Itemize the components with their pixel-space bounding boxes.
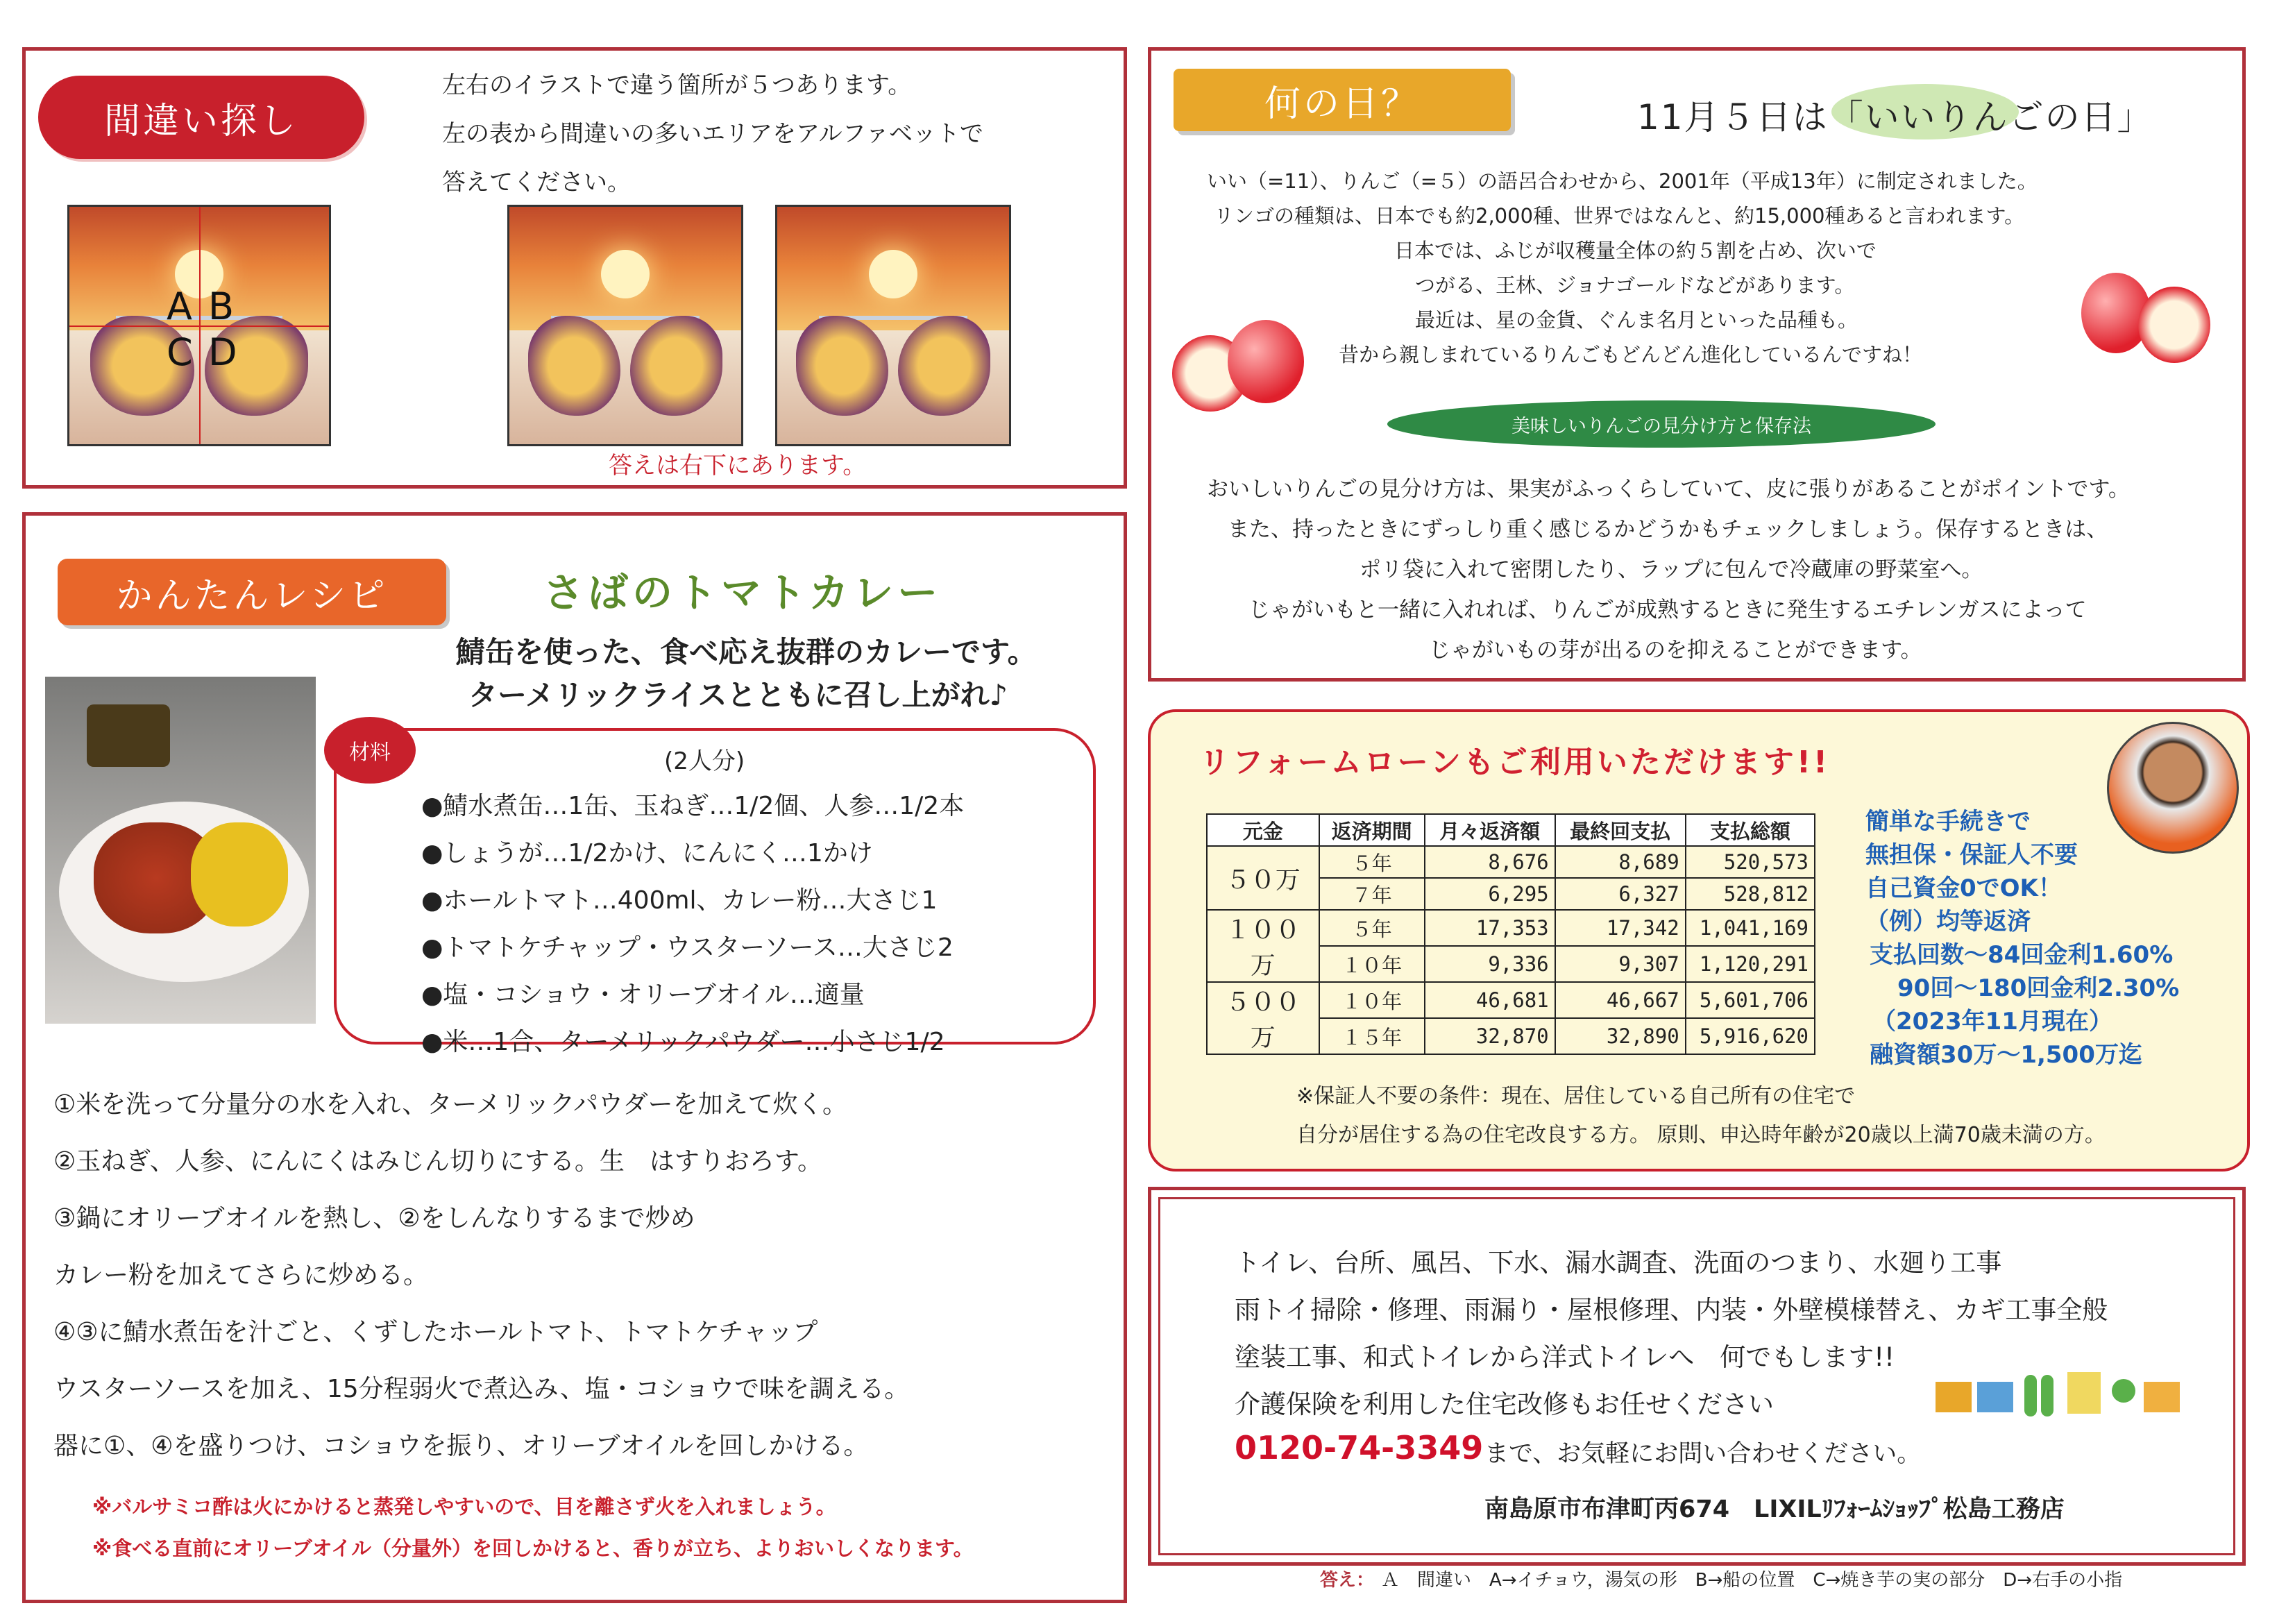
term-cell: １５年	[1319, 1018, 1425, 1054]
principal-cell: １００万	[1207, 910, 1319, 982]
illustration-changed	[775, 205, 1011, 446]
monthly-cell: 32,870	[1425, 1018, 1555, 1054]
recipe-panel	[22, 512, 1127, 1603]
phone-number[interactable]: 0120-74-3349	[1235, 1429, 1484, 1466]
loan-feature-4: （例）均等返済	[1865, 908, 2031, 936]
curry-photo	[45, 677, 316, 1024]
table-row	[1207, 982, 1815, 1018]
answer-hint: 答えは右下にあります。	[609, 452, 867, 480]
total-cell: 528,812	[1686, 878, 1815, 910]
grid-letter-c: C	[167, 330, 193, 374]
apple-body-1: いい（=11）、りんご（=５）の語呂合わせから、2001年（平成13年）に制定されました。	[1207, 169, 2038, 193]
loan-feature-8: 融資額30万～1,500万迄	[1870, 1041, 2142, 1069]
service-line-1: トイレ、台所、風呂、下水、漏水調査、洗面のつまり、水廻り工事	[1235, 1248, 2002, 1278]
step-1: ①米を洗って分量分の水を入れ、ターメリックパウダーを加えて炊く。	[53, 1090, 847, 1119]
apple-tip-3: ポリ袋に入れて密閉したり、ラップに包んで冷蔵庫の野菜室へ。	[1360, 557, 1983, 582]
loan-feature-2: 無担保・保証人不要	[1865, 841, 2078, 869]
final-cell: 9,307	[1555, 946, 1686, 982]
table-row	[1207, 846, 1815, 878]
col-total: 支払総額	[1686, 814, 1815, 846]
loan-feature-7: （2023年11月現在）	[1872, 1008, 2112, 1035]
monthly-cell: 9,336	[1425, 946, 1555, 982]
grid-letter-a: A	[167, 285, 192, 328]
sub-heading-bar: 美味しいりんごの見分け方と保存法	[1387, 400, 1936, 448]
grid-letter-b: B	[208, 285, 235, 328]
final-cell: 8,689	[1555, 846, 1686, 878]
col-principal: 元金	[1207, 814, 1319, 846]
term-cell: １０年	[1319, 946, 1425, 982]
recipe-badge: かんたんレシピ	[58, 559, 446, 625]
ingredients-tag: 材料	[324, 717, 416, 784]
apple-body-2: リンゴの種類は、日本でも約2,000種、世界ではなんと、約15,000種あると言われます。	[1214, 204, 2025, 228]
loan-condition-2: 自分が居住する為の住宅改良する方。 原則、申込時年齢が20歳以上満70歳未満の方。	[1296, 1123, 2106, 1147]
ingredient-5: ●塩・コショウ・オリーブオイル…適量	[421, 981, 865, 1009]
answer-text: Ａ 間違い A→イチョウ，湯気の形 B→船の位置 C→焼き芋の実の部分 D→右手の小指	[1381, 1570, 2123, 1591]
apple-headline: 11月５日は「いいりんごの日」	[1637, 97, 2153, 137]
grid-illustration	[67, 205, 331, 446]
service-line-4: 介護保険を利用した住宅改修もお任せください	[1235, 1389, 1774, 1419]
step-5: 器に①、④を盛りつけ、コショウを振り、オリーブオイルを回しかける。	[53, 1432, 869, 1460]
recipe-subtitle-1: 鯖缶を使った、食べ応え抜群のカレーです。	[456, 635, 1037, 669]
loan-feature-3: 自己資金0でOK！	[1865, 874, 2062, 902]
term-cell: １０年	[1319, 982, 1425, 1018]
apple-tip-2: また、持ったときにずっしり重く感じるかどうかもチェックしましょう。保存するときは、	[1228, 517, 2108, 542]
loan-panel	[1148, 709, 2250, 1172]
term-cell: ７年	[1319, 878, 1425, 910]
principal-cell: ５００万	[1207, 982, 1319, 1054]
apple-day-panel	[1148, 47, 2246, 682]
phone-suffix: まで、お気軽にお問い合わせください。	[1484, 1440, 1922, 1468]
staff-photo	[2107, 722, 2239, 854]
total-cell: 1,041,169	[1686, 910, 1815, 946]
ingredient-1: ●鯖水煮缶…1缶、玉ねぎ…1/2個、人参…1/2本	[421, 792, 965, 820]
apple-body-4: つがる、王林、ジョナゴールドなどがあります。	[1415, 273, 1855, 297]
service-line-2: 雨トイ掃除・修理、雨漏り・屋根修理、内装・外壁模様替え、カギ工事全般	[1235, 1295, 2108, 1325]
col-final: 最終回支払	[1555, 814, 1686, 846]
final-cell: 17,342	[1555, 910, 1686, 946]
total-cell: 5,916,620	[1686, 1018, 1815, 1054]
loan-condition-1: ※保証人不要の条件：現在、居住している自己所有の住宅で	[1296, 1084, 1856, 1108]
ingredient-6: ●米…1合、ターメリックパウダー…小さじ1/2	[421, 1028, 945, 1056]
recipe-note-2: ※食べる直前にオリーブオイル（分量外）を回しかけると、香りが立ち、よりおいしくなります。	[92, 1537, 974, 1560]
apple-body-5: 最近は、星の金貨、ぐんま名月といった品種も。	[1415, 308, 1858, 332]
ingredient-4: ●トマトケチャップ・ウスターソース…大さじ2	[421, 933, 954, 962]
final-cell: 46,667	[1555, 982, 1686, 1018]
spot-instruction-3: 答えてください。	[442, 169, 631, 196]
spot-title: 間違い探し	[103, 100, 298, 142]
total-cell: 1,120,291	[1686, 946, 1815, 982]
principal-cell: ５０万	[1207, 846, 1319, 910]
houses-illustration	[1936, 1372, 2206, 1421]
apple-tip-4: じゃがいもと一緒に入れれば、りんごが成熟するときに発生するエチレンガスによって	[1248, 598, 2087, 623]
step-3b: カレー粉を加えてさらに炒める。	[53, 1261, 429, 1289]
apple-body-3: 日本では、ふじが収穫量全体の約５割を占め、次いで	[1394, 239, 1877, 262]
apple-tip-5: じゃがいもの芽が出るのを抑えることができます。	[1429, 638, 1922, 663]
monthly-cell: 6,295	[1425, 878, 1555, 910]
term-cell: ５年	[1319, 846, 1425, 878]
total-cell: 5,601,706	[1686, 982, 1815, 1018]
loan-table	[1206, 813, 1815, 1055]
illustration-original	[507, 205, 743, 446]
loan-title: リフォームローンもご利用いただけます!!	[1199, 745, 1831, 780]
spot-instruction-1: 左右のイラストで違う箇所が５つあります。	[442, 71, 912, 99]
answer-label: 答え：	[1320, 1570, 1375, 1591]
total-cell: 520,573	[1686, 846, 1815, 878]
apple-body-6: 昔から親しまれているりんごもどんどん進化しているんですね！	[1339, 343, 1923, 366]
recipe-subtitle-2: ターメリックライスとともに召し上がれ♪	[468, 678, 1008, 712]
loan-feature-6: 90回～180回金利2.30%	[1897, 974, 2180, 1002]
col-monthly: 月々返済額	[1425, 814, 1555, 846]
loan-feature-1: 簡単な手続きで	[1865, 808, 2031, 836]
table-row	[1207, 910, 1815, 946]
apple-badge: 何の日？	[1174, 69, 1511, 131]
final-cell: 6,327	[1555, 878, 1686, 910]
step-4b: ウスターソースを加え、15分程弱火で煮込み、塩・コショウで味を調える。	[53, 1375, 910, 1403]
monthly-cell: 8,676	[1425, 846, 1555, 878]
apple-illustration-left	[1172, 314, 1304, 418]
ingredient-2: ●しょうが…1/2かけ、にんにく…1かけ	[421, 839, 873, 868]
grid-letter-d: D	[208, 330, 237, 374]
company-address: 南島原市布津町丙674 LIXILﾘﾌｫｰﾑｼｮｯﾌﾟ松島工務店	[1484, 1496, 2065, 1523]
recipe-title: さばのトマトカレー	[543, 569, 942, 616]
service-line-3: 塗装工事、和式トイレから洋式トイレへ 何でもします!!	[1235, 1342, 1895, 1372]
apple-illustration-right	[2081, 273, 2213, 377]
step-2: ②玉ねぎ、人参、にんにくはみじん切りにする。生 はすりおろす。	[53, 1147, 822, 1176]
servings: (2人分)	[664, 747, 745, 775]
col-term: 返済期間	[1319, 814, 1425, 846]
ingredient-3: ●ホールトマト…400ml、カレー粉…大さじ1	[421, 886, 938, 915]
term-cell: ５年	[1319, 910, 1425, 946]
services-panel	[1148, 1187, 2246, 1566]
spot-instruction-2: 左の表から間違いの多いエリアをアルファベットで	[442, 120, 983, 148]
apple-tip-1: おいしいりんごの見分け方は、果実がふっくらしていて、皮に張りがあることがポイントです。	[1207, 477, 2130, 502]
recipe-note-1: ※バルサミコ酢は火にかけると蒸発しやすいので、目を離さず火を入れましょう。	[92, 1495, 836, 1519]
spot-badge	[38, 76, 364, 159]
final-cell: 32,890	[1555, 1018, 1686, 1054]
step-3: ③鍋にオリーブオイルを熱し、②をしんなりするまで炒め	[53, 1204, 695, 1233]
loan-feature-5: 支払回数～84回金利1.60%	[1870, 941, 2174, 969]
spot-the-difference-panel	[22, 47, 1127, 489]
step-4: ④③に鯖水煮缶を汁ごと、くずしたホールトマト、トマトケチャップ	[53, 1318, 818, 1346]
monthly-cell: 17,353	[1425, 910, 1555, 946]
monthly-cell: 46,681	[1425, 982, 1555, 1018]
